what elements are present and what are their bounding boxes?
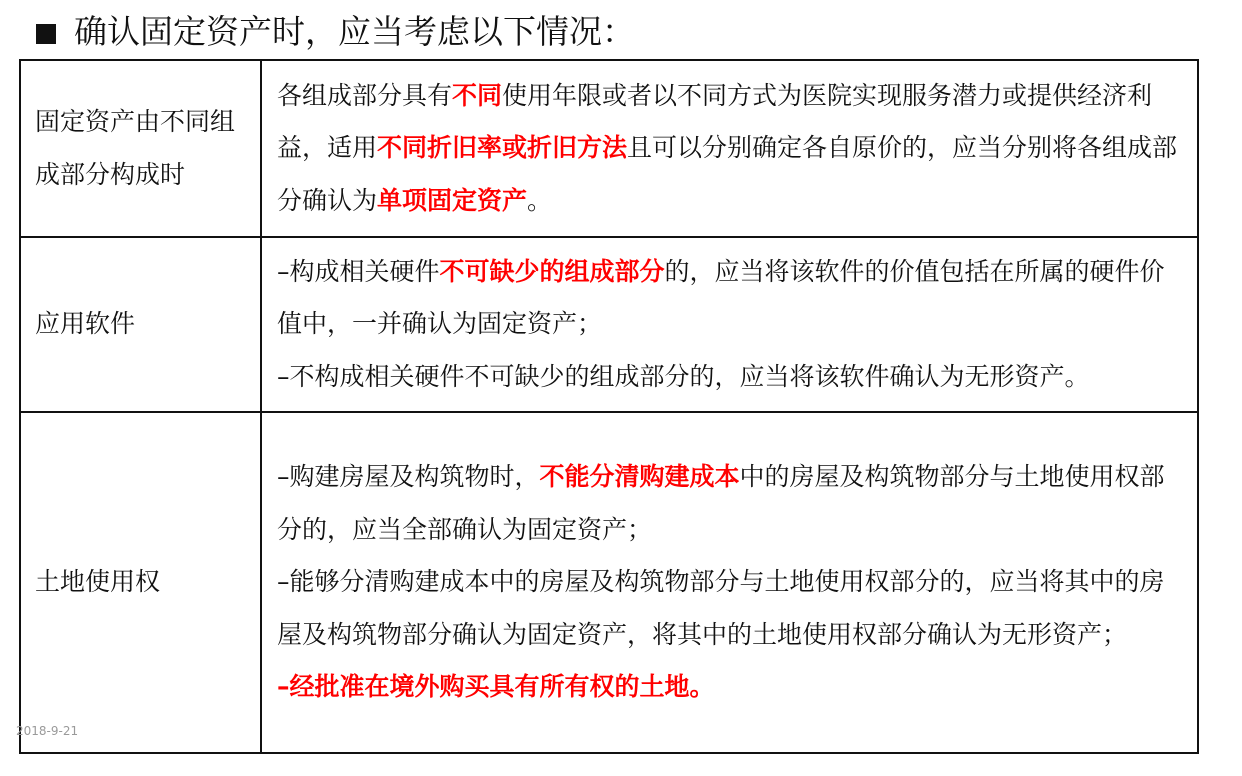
content-paragraph (277, 556, 1183, 661)
content-paragraph (277, 451, 1183, 556)
row-label: 应用软件 (20, 237, 261, 412)
slide-title: 确认固定资产时，应当考虑以下情况： (74, 12, 635, 51)
content-paragraph (277, 351, 1183, 404)
body-text: –能够分清购建成本中的房屋及构筑物部分与土地使用权部分的，应当将其中的房屋及构筑物部分确认为固定资产，将其中的土地使用权部分确认为无形资产； (277, 567, 1165, 649)
asset-recognition-table (19, 59, 1199, 754)
highlighted-text: 不同 (452, 80, 503, 110)
row-label: 固定资产由不同组成部分构成时 (20, 60, 261, 237)
highlighted-text: 不能分清购建成本 (539, 462, 740, 492)
row-content (261, 412, 1198, 753)
highlighted-text: 不同折旧率或折旧方法 (377, 133, 628, 163)
body-text: –不构成相关硬件不可缺少的组成部分的，应当将该软件确认为无形资产。 (277, 361, 1090, 391)
content-paragraph (277, 246, 1183, 351)
body-text: –购建房屋及构筑物时， (277, 462, 540, 492)
content-paragraph (277, 70, 1183, 228)
square-bullet-icon (36, 24, 56, 44)
row-label: 土地使用权 (20, 412, 261, 753)
body-text: 使用年限或者以不同方式为医院实现服务潜力或提供经济利益，适用 (277, 80, 1153, 163)
body-text: 各组成部分具有 (277, 80, 453, 110)
table-row (20, 412, 1198, 753)
date-footer: 2018-9-21 (16, 724, 79, 738)
highlighted-text: –经批准在境外购买具有所有权的土地。 (277, 672, 715, 702)
body-text: –构成相关硬件 (277, 256, 440, 286)
highlighted-text: 不可缺少的组成部分 (439, 256, 665, 286)
row-content (261, 237, 1198, 412)
body-text: 的，应当将该软件的价值包括在所属的硬件价值中，一并确认为固定资产； (277, 256, 1165, 339)
slide-heading (36, 8, 635, 56)
body-text: 。 (527, 185, 553, 215)
row-content (261, 60, 1198, 237)
highlighted-text: 单项固定资产 (377, 185, 528, 215)
table-row (20, 237, 1198, 412)
table-row (20, 60, 1198, 237)
body-text: 中的房屋及构筑物部分与土地使用权部分的，应当全部确认为固定资产； (277, 462, 1165, 544)
content-paragraph (277, 661, 1183, 714)
body-text: 且可以分别确定各自原价的，应当分别将各组成部分确认为 (277, 133, 1178, 215)
